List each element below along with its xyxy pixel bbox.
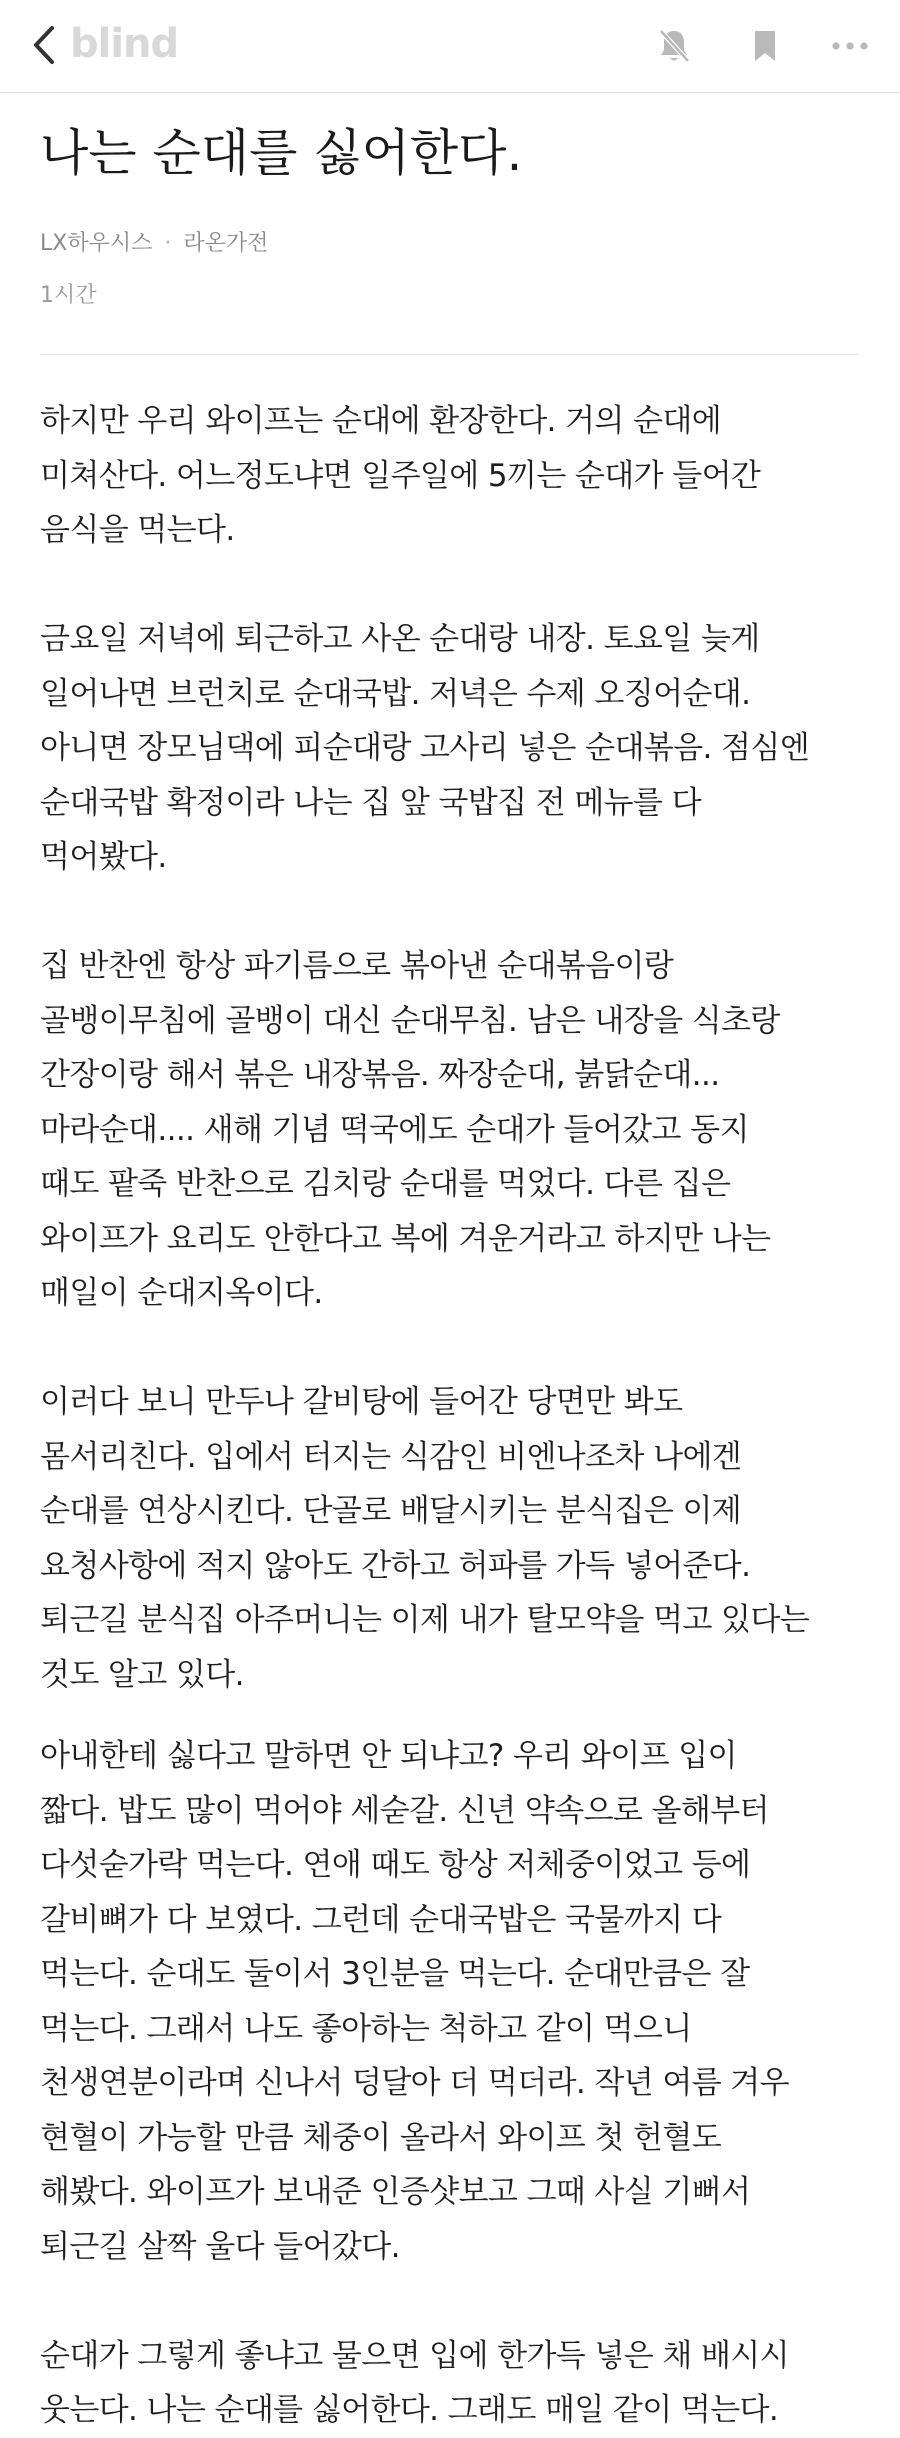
body-line: 몸서리친다. 입에서 터지는 식감인 비엔나조차 나에겐 <box>40 1438 742 1475</box>
body-line: 일어나면 브런치로 순대국밥. 저녁은 수제 오징어순대. <box>40 675 751 712</box>
body-line: 현혈이 가능할 만큼 체중이 올라서 와이프 첫 헌혈도 <box>40 2119 722 2156</box>
bookmark-button[interactable] <box>743 24 787 68</box>
paragraph <box>40 1729 870 2274</box>
body-line: 골뱅이무침에 골뱅이 대신 순대무침. 남은 내장을 식초랑 <box>40 1002 780 1039</box>
bookmark-icon <box>751 28 779 64</box>
paragraph-gap <box>40 558 870 613</box>
back-arrow-icon <box>33 25 55 65</box>
paragraph <box>40 939 870 1321</box>
bell-muted-icon <box>656 27 692 65</box>
body-line: 해봤다. 와이프가 보내준 인증샷보고 그때 사실 기뻐서 <box>40 2174 751 2210</box>
body-line: 마라순대.... 새해 기념 떡국에도 순대가 들어갔고 동지 <box>40 1111 749 1148</box>
body-line: 것도 알고 있다. <box>40 1656 244 1693</box>
paragraph-gap <box>40 1702 870 1729</box>
body-line: 순대를 연상시킨다. 단골로 배달시키는 분식집은 이제 <box>40 1493 742 1529</box>
body-line: 짧다. 밥도 많이 먹어야 세숟갈. 신년 약속으로 올해부터 <box>40 1792 769 1829</box>
body-line: 미쳐산다. 어느정도냐면 일주일에 5끼는 순대가 들어간 <box>40 457 761 494</box>
paragraph <box>40 394 870 558</box>
paragraph <box>40 1375 870 1702</box>
paragraph-gap <box>40 885 870 940</box>
post-meta <box>40 228 268 260</box>
body-line: 퇴근길 분식집 아주머니는 이제 내가 탈모약을 먹고 있다는 <box>40 1602 810 1638</box>
body-line: 음식을 먹는다. <box>40 512 235 548</box>
back-button[interactable] <box>24 20 64 70</box>
divider <box>40 354 858 355</box>
post-body <box>40 394 870 2438</box>
notification-toggle-button[interactable] <box>652 24 696 68</box>
body-line: 순대가 그렇게 좋냐고 물으면 입에 한가득 넣은 채 배시시 <box>40 2337 789 2374</box>
body-line: 갈비뼈가 다 보였다. 그런데 순대국밥은 국물까지 다 <box>40 1901 722 1938</box>
paragraph-gap <box>40 1321 870 1376</box>
body-line: 먹어봤다. <box>40 839 167 875</box>
company-name[interactable]: LX하우시스 <box>40 231 153 256</box>
paragraph-gap <box>40 2274 870 2329</box>
blind-logo: blind <box>70 21 179 67</box>
body-line: 때도 팥죽 반찬으로 김치랑 순대를 먹었다. 다른 집은 <box>40 1166 731 1202</box>
body-line: 퇴근길 살짝 울다 들어갔다. <box>40 2228 400 2265</box>
paragraph <box>40 2329 870 2438</box>
post-time: 1시간 <box>40 283 97 308</box>
body-line: 간장이랑 해서 볶은 내장볶음. 짜장순대, 붉닭순대... <box>40 1057 720 1093</box>
post-title: 나는 순대를 싫어한다. <box>40 124 523 182</box>
more-icon <box>830 41 870 51</box>
body-line: 먹는다. 그래서 나도 좋아하는 척하고 같이 먹으니 <box>40 2010 692 2047</box>
separator-dot: · <box>164 231 172 256</box>
body-line: 와이프가 요리도 안한다고 복에 겨운거라고 하지만 나는 <box>40 1220 771 1257</box>
more-options-button[interactable] <box>828 24 872 68</box>
body-line: 아니면 장모님댁에 피순대랑 고사리 넣은 순대볶음. 점심엔 <box>40 730 810 766</box>
body-line: 금요일 저녁에 퇴근하고 사온 순대랑 내장. 토요일 늦게 <box>40 621 760 657</box>
top-navigation-bar <box>0 0 900 93</box>
author-nickname[interactable]: 라온가전 <box>183 231 269 256</box>
body-line: 이러다 보니 만두나 갈비탕에 들어간 당면만 봐도 <box>40 1384 683 1420</box>
body-line: 웃는다. 나는 순대를 싫어한다. 그래도 매일 같이 먹는다. <box>40 2392 779 2428</box>
body-line: 아내한테 싫다고 말하면 안 되냐고? 우리 와이프 입이 <box>40 1738 737 1774</box>
body-line: 다섯숟가락 먹는다. 연애 때도 항상 저체중이었고 등에 <box>40 1847 751 1883</box>
body-line: 천생연분이라며 신나서 덩달아 더 먹더라. 작년 여름 겨우 <box>40 2065 789 2101</box>
body-line: 순대국밥 확정이라 나는 집 앞 국밥집 전 메뉴를 다 <box>40 784 701 821</box>
body-line: 집 반찬엔 항상 파기름으로 볶아낸 순대볶음이랑 <box>40 948 674 984</box>
paragraph <box>40 612 870 885</box>
body-line: 먹는다. 순대도 둘이서 3인분을 먹는다. 순대만큼은 잘 <box>40 1956 750 1992</box>
body-line: 요청사항에 적지 않아도 간하고 허파를 가득 넣어준다. <box>40 1547 751 1584</box>
body-line: 매일이 순대지옥이다. <box>40 1275 323 1311</box>
body-line: 하지만 우리 와이프는 순대에 환장한다. 거의 순대에 <box>40 403 722 439</box>
